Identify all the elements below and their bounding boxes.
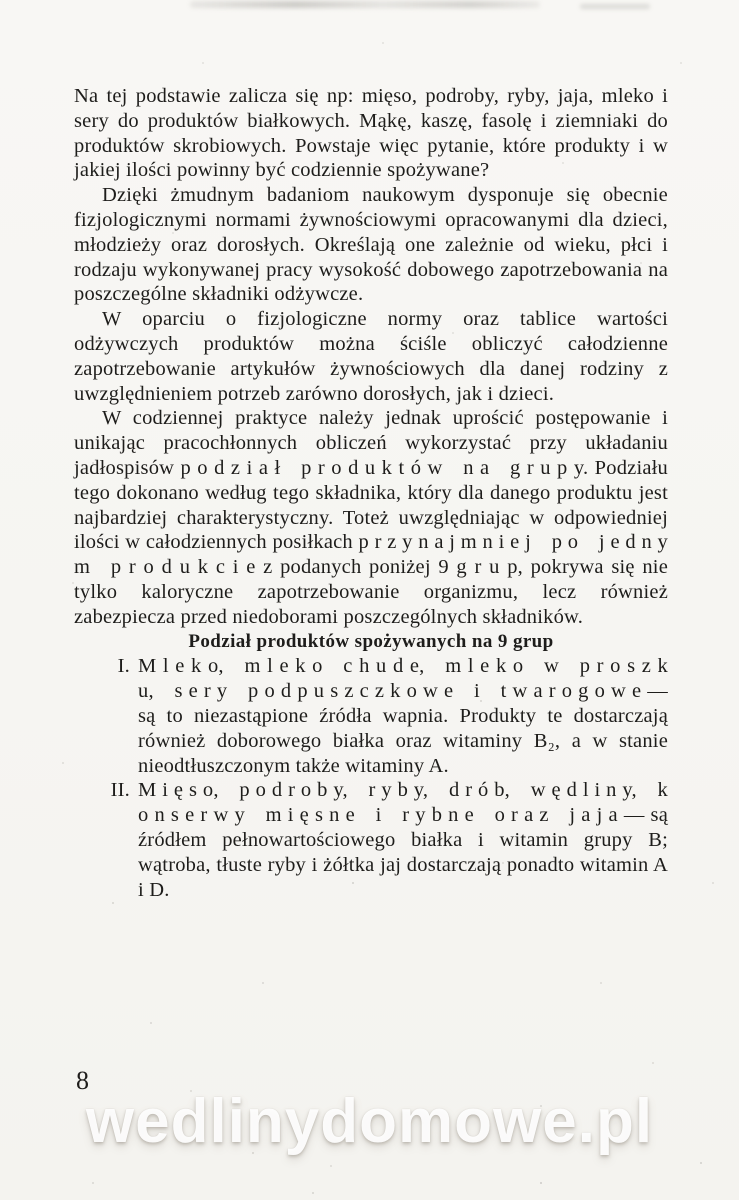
page-number: 8 — [76, 1066, 89, 1095]
watermark: wedlinydomowe.pl — [85, 1087, 654, 1156]
paragraph-2: Dzięki żmudnym badaniom naukowym dysponuje się obecnie fizjologicznymi normami żywnościowymi opracowanymi dla dzieci, młodzieży oraz dorosłych. Określają one zależnie od wieku, płci i rodzaju wykonywanej pracy wysokość dobowego zapotrzebowania na poszczególne składniki odżywcze. — [74, 184, 668, 306]
list-item-group-2 — [74, 778, 668, 902]
paragraph-3: W oparciu o fizjologiczne normy oraz tablice wartości odżywczych produktów można ściśle obliczyć całodzienne zapotrzebowanie artykułów żywnościowych dla danej rodziny z uwzględnieniem potrzeb zarówno dorosłych, jak i dzieci. — [74, 308, 668, 405]
list-item-numeral: II. — [110, 779, 130, 802]
list-item-group-1 — [74, 654, 668, 778]
scan-smudge-small — [580, 4, 650, 9]
scan-smudge — [190, 1, 540, 8]
product-groups-list — [74, 654, 668, 902]
list-item-numeral: I. — [117, 655, 130, 678]
section-heading: Podział produktów spożywanych na 9 grup — [188, 630, 554, 652]
paragraph-1: Na tej podstawie zalicza się np: mięso, podroby, ryby, jaja, mleko i sery do produktów białkowych. Mąkę, kaszę, fasolę i ziemniaki do produktów skrobiowych. Powstaje więc pytanie, które produkty i w jakiej ilości powinny być codziennie spożywane? — [74, 85, 668, 182]
paper-speckles — [0, 0, 2, 2]
paragraph-4: W codziennej praktyce należy jednak uprościć postępowanie i unikając pracochłonnych obliczeń wykorzystać przy układaniu jadłospisów p o d z i a ł p r o d u k t ó w n a g r u p y. Podziału tego dokonano według tego składnika, który dla danego produktu jest najbardziej charakterystyczny. Toteż uwzględniając w odpowiedniej ilości w całodziennych posiłkach p r z y n a j m n i e j p o j e d n y m p r o d u k c i e z podanych poniżej 9 g r u p, pokrywa się nie tylko kaloryczne zapotrzebowanie organizmu, lecz również zabezpiecza przed niedoborami poszczególnych składników. — [74, 407, 668, 628]
list-item-text: M l e k o, m l e k o c h u d e, m l e k o w p r o s z k u, s e r y p o d p u s z c z k o w e i t w a r o g o w e — są to niezastąpione źródła wapnia. Produkty te dostarczają również doborowego białka oraz witaminy B₂, a w stanie nieodtłuszczonym także witaminy A. — [138, 655, 668, 777]
text-block — [74, 84, 668, 902]
list-item-text: M i ę s o, p o d r o b y, r y b y, d r ó b, w ę d l i n y, k o n s e r w y m i ę s n e i r y b n e o r a z j a j a — są źródłem pełnowartościowego białka i witamin grupy B; wątroba, tłuste ryby i żółtka jaj dostarczają ponadto witamin A i D. — [138, 779, 668, 901]
